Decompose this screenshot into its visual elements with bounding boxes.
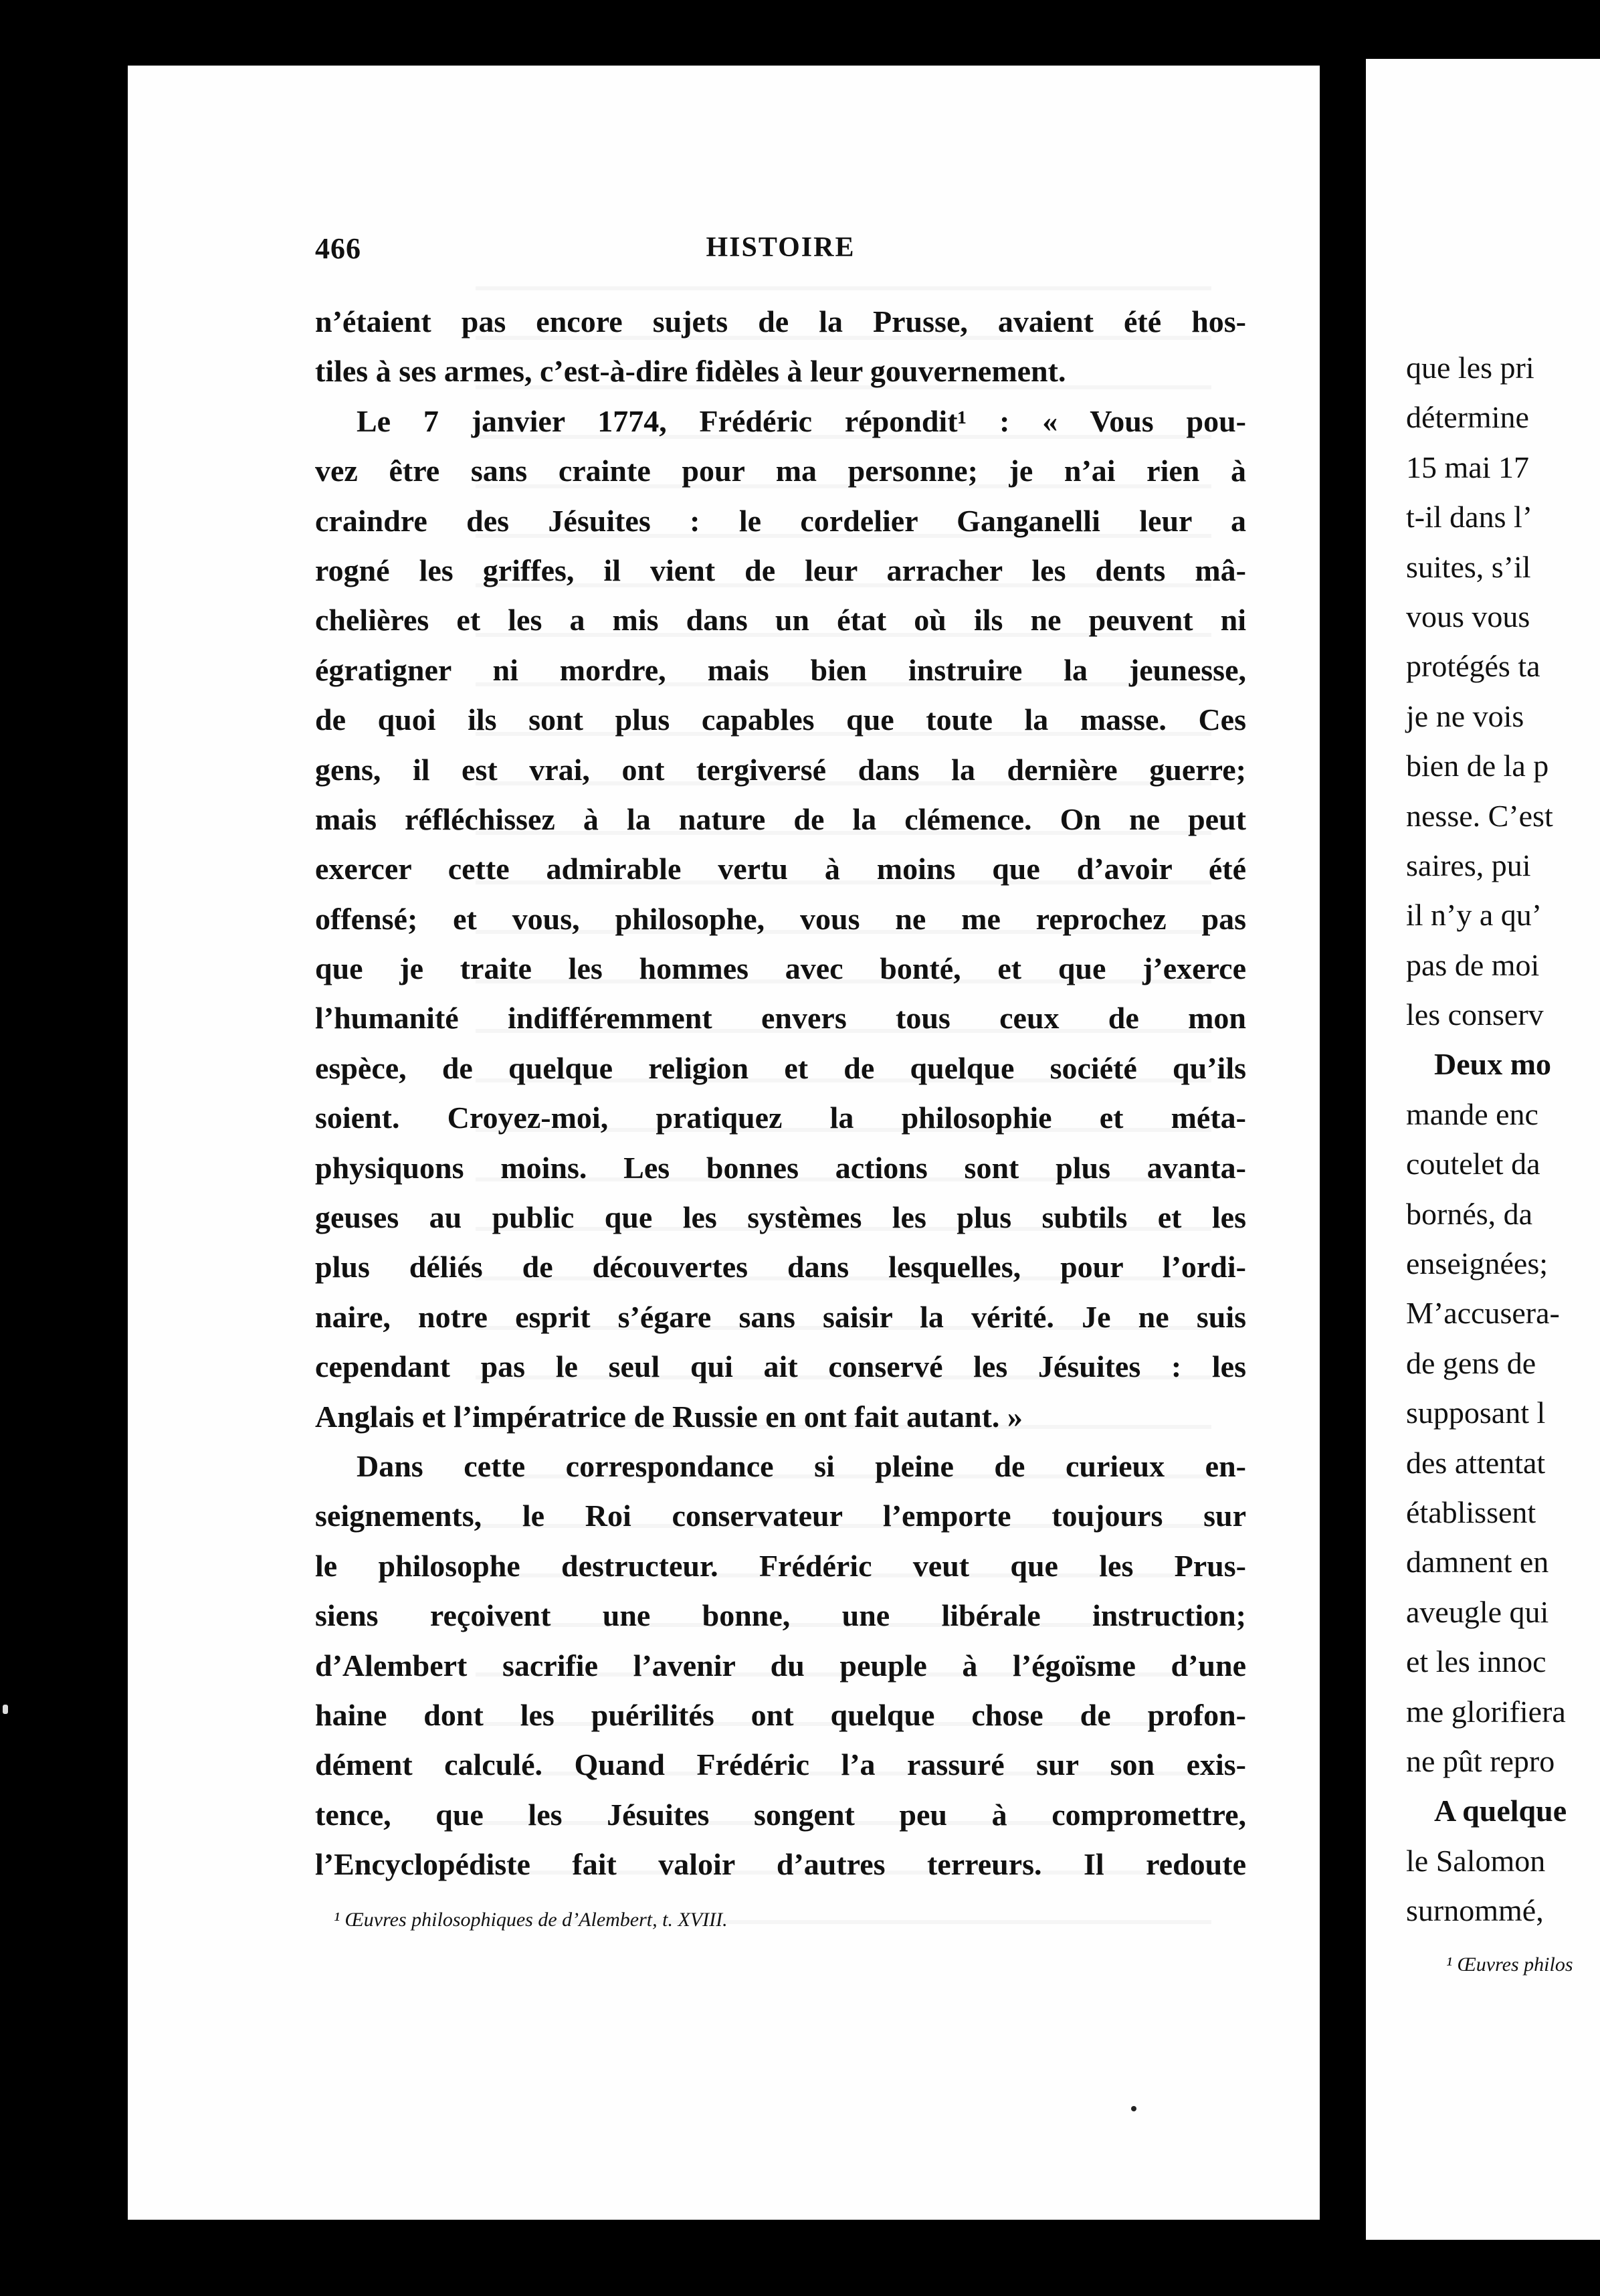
text-line: offensé; et vous, philosophe, vous ne me reprochez pas — [315, 901, 1246, 936]
text-line: supposant l — [1406, 1396, 1546, 1430]
text-line: dément calculé. Quand Frédéric l’a rassuré sur son exis- — [315, 1747, 1246, 1782]
text-line: saires, pui — [1406, 848, 1531, 882]
text-line: protégés ta — [1406, 649, 1540, 684]
text-line: tiles à ses armes, c’est-à-dire fidèles à leur gouvernement. — [315, 354, 1066, 389]
text-line: t-il dans l’ — [1406, 500, 1533, 535]
text-line: n’étaient pas encore sujets de la Prusse, avaient été hos- — [315, 304, 1246, 339]
text-line: de quoi ils sont plus capables que toute la masse. Ces — [315, 702, 1246, 737]
text-line: coutelet da — [1406, 1147, 1540, 1181]
text-line: tence, que les Jésuites songent peu à compromettre, — [315, 1797, 1246, 1832]
text-line: craindre des Jésuites : le cordelier Ganganelli leur a — [315, 503, 1246, 538]
text-line: pas de moi — [1406, 947, 1540, 982]
text-line: enseignées; — [1406, 1246, 1548, 1281]
text-line: Dans cette correspondance si pleine de curieux en- — [357, 1448, 1246, 1483]
text-line: gens, il est vrai, ont tergiversé dans la dernière guerre; — [315, 752, 1246, 787]
text-line: physiquons moins. Les bonnes actions sont plus avanta- — [315, 1150, 1246, 1185]
text-line: que je traite les hommes avec bonté, et que j’exerce — [315, 951, 1246, 986]
text-line: il n’y a qu’ — [1406, 898, 1542, 933]
text-line: Le 7 janvier 1774, Frédéric répondit¹ : « Vous pou- — [357, 403, 1246, 438]
text-line: aveugle qui — [1406, 1594, 1549, 1629]
left-page — [128, 66, 1320, 2220]
text-line: surnommé, — [1406, 1893, 1544, 1928]
text-line: naire, notre esprit s’égare sans saisir la vérité. Je ne suis — [315, 1299, 1246, 1334]
text-line: l’humanité indifféremment envers tous ceux de mon — [315, 1001, 1246, 1036]
text-line: le Salomon — [1406, 1843, 1546, 1878]
text-line: espèce, de quelque religion et de quelque société qu’ils — [315, 1050, 1246, 1085]
text-line: M’accusera- — [1406, 1296, 1560, 1331]
text-line: le philosophe destructeur. Frédéric veut que les Prus- — [315, 1548, 1246, 1583]
text-line: je ne vois — [1406, 698, 1524, 733]
text-line: soient. Croyez-moi, pratiquez la philosophie et méta- — [315, 1101, 1246, 1135]
text-line: nesse. C’est — [1406, 798, 1553, 833]
text-line: Anglais et l’impératrice de Russie en ont fait autant. » — [315, 1399, 1023, 1434]
text-line: détermine — [1406, 400, 1529, 435]
text-line: les conserv — [1406, 997, 1544, 1032]
text-line: exercer cette admirable vertu à moins que d’avoir été — [315, 852, 1246, 886]
text-line: geuses au public que les systèmes les plus subtils et les — [315, 1200, 1246, 1235]
text-line: égratigner ni mordre, mais bien instruire la jeunesse, — [315, 652, 1246, 687]
text-line: Deux mo — [1434, 1047, 1552, 1082]
footnote: ¹ Œuvres philosophiques de d’Alembert, t. XVIII. — [334, 1908, 728, 1931]
ink-speck — [1131, 2106, 1136, 2111]
text-line: cependant pas le seul qui ait conservé les Jésuites : les — [315, 1349, 1246, 1384]
running-title: HISTOIRE — [706, 232, 856, 263]
text-line: ne pût repro — [1406, 1743, 1555, 1778]
text-line: siens reçoivent une bonne, une libérale instruction; — [315, 1598, 1246, 1633]
text-line: 15 mai 17 — [1406, 450, 1529, 484]
text-line: seignements, le Roi conservateur l’emporte toujours sur — [315, 1499, 1246, 1533]
text-line: suites, s’il — [1406, 549, 1531, 584]
text-line: des attentat — [1406, 1445, 1546, 1480]
text-line: mande enc — [1406, 1096, 1538, 1131]
text-line: et les innoc — [1406, 1644, 1546, 1679]
right-page — [1366, 59, 1600, 2240]
text-line: de gens de — [1406, 1345, 1536, 1380]
page-number: 466 — [315, 232, 361, 265]
text-line: bien de la p — [1406, 749, 1549, 783]
text-line: chelières et les a mis dans un état où ils ne peuvent ni — [315, 603, 1246, 638]
text-line: l’Encyclopédiste fait valoir d’autres terreurs. Il redoute — [315, 1847, 1246, 1882]
text-line: bornés, da — [1406, 1196, 1533, 1231]
text-line: A quelque — [1434, 1794, 1567, 1828]
text-line: établissent — [1406, 1495, 1536, 1529]
text-line: me glorifiera — [1406, 1694, 1566, 1729]
text-line: plus déliés de découvertes dans lesquelles, pour l’ordi- — [315, 1250, 1246, 1284]
text-line: d’Alembert sacrifie l’avenir du peuple à l’égoïsme d’une — [315, 1648, 1246, 1683]
text-line: damnent en — [1406, 1545, 1549, 1580]
page-header — [315, 231, 1246, 292]
scan-edge-mark — [3, 1705, 8, 1714]
text-line: vous vous — [1406, 599, 1530, 634]
body-text — [315, 297, 1246, 1890]
text-line: haine dont les puérilités ont quelque chose de profon- — [315, 1697, 1246, 1732]
text-line: vez être sans crainte pour ma personne; je n’ai rien à — [315, 454, 1246, 488]
text-line: mais réfléchissez à la nature de la clémence. On ne peut — [315, 801, 1246, 836]
text-line: que les pri — [1406, 351, 1534, 385]
footnote: ¹ Œuvres philos — [1446, 1953, 1573, 1976]
text-line: rogné les griffes, il vient de leur arracher les dents mâ- — [315, 553, 1246, 587]
